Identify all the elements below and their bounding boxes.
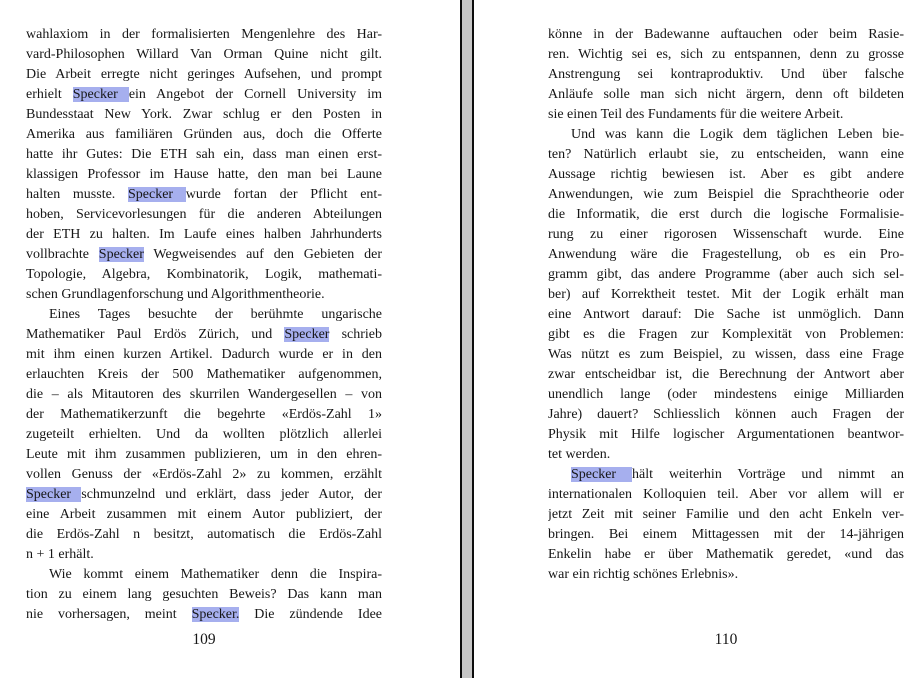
- text-segment: war ein richtig schönes Erlebnis».: [548, 567, 739, 582]
- text-segment: erhielt: [26, 87, 73, 102]
- text-line: [548, 85, 904, 105]
- text-segment: erlauchten Kreis der 500 Mathematiker aufgenommen,: [26, 367, 382, 382]
- text-segment: rung zu einer rigorosen Wissenschaft wurde. Eine: [548, 227, 904, 242]
- text-segment: Anwendungen, wie zum Beispiel die Sprachtheorie oder: [548, 187, 904, 202]
- text-segment: gibt es die Fragen zur Komplexität von Problemen:: [548, 327, 904, 342]
- text-segment: Amerika aus familiären Gründen aus, doch die Offerte: [26, 127, 382, 142]
- text-segment: ber) auf Korrektheit testet. Mit der Logik erhält man: [548, 287, 904, 302]
- text-segment: vard-Philosophen Willard Van Orman Quine nicht gilt.: [26, 47, 382, 62]
- text-segment: n + 1 erhält.: [26, 547, 94, 562]
- text-segment: mit ihm einen kurzen Artikel. Dadurch wurde er in den: [26, 347, 382, 362]
- text-segment: Topologie, Algebra, Kombinatorik, Logik, mathemati-: [26, 267, 382, 282]
- text-line: [548, 205, 904, 225]
- search-highlight: Specker: [26, 487, 82, 502]
- text-segment: hatte ihr Gutes: Die ETH sah ein, dass man einen erst-: [26, 147, 382, 162]
- text-segment: Aussage richtig bewiesen ist. Aber es gibt andere: [548, 167, 904, 182]
- text-line: [548, 145, 904, 165]
- text-segment: schen Grundlagenforschung und Algorithmentheorie.: [26, 287, 325, 302]
- text-segment: Wegweisendes auf den Gebieten der: [143, 247, 382, 262]
- text-segment: ren. Wichtig sei es, sich zu entspannen, denn zu grosse: [548, 47, 904, 62]
- text-line: [548, 185, 904, 205]
- text-segment: internationalen Kolloquien teil. Aber vor allem will er: [548, 487, 904, 502]
- text-segment: Die Arbeit erregte nicht geringes Aufsehen, und prompt: [26, 67, 382, 82]
- text-segment: Anläufe solle man sich nicht ärgern, denn oft bildeten: [548, 87, 904, 102]
- text-line: [548, 565, 904, 585]
- text-segment: hält weiterhin Vorträge und nimmt an: [632, 467, 904, 482]
- text-segment: klassigen Professor im Hause hatte, den man bei Laune: [26, 167, 382, 182]
- page-number-left: 109: [192, 631, 216, 648]
- text-segment: der Mathematikerzunft die begehrte «Erdös-Zahl 1»: [26, 407, 382, 422]
- text-segment: sie einen Teil des Fundaments für die weitere Arbeit.: [548, 107, 844, 122]
- text-segment: die Informatik, die erst durch die logische Formalisie-: [548, 207, 904, 222]
- text-line: [548, 405, 904, 425]
- text-line: [548, 445, 904, 465]
- text-line: [548, 545, 904, 565]
- text-segment: Jahre) dauert? Schliesslich können auch Fragen der: [548, 407, 904, 422]
- text-segment: schrieb: [329, 327, 382, 342]
- text-line: [548, 165, 904, 185]
- search-highlight: Specker: [72, 87, 129, 102]
- text-segment: eine Arbeit zusammen mit einem Autor publiziert, der: [26, 507, 382, 522]
- search-highlight: Specker: [98, 247, 144, 262]
- text-line: [548, 525, 904, 545]
- text-line: [548, 505, 904, 525]
- text-segment: zwar entscheidbar ist, die Berechnung der Antwort aber: [548, 367, 904, 382]
- text-segment: nie vorhersagen, meint: [26, 607, 192, 622]
- text-segment: gramm gibt, das andere Programme (aber auch sich sel-: [548, 267, 904, 282]
- text-segment: wurde fortan der Pflicht ent-: [185, 187, 382, 202]
- text-line: [548, 425, 904, 445]
- text-segment: ein Angebot der Cornell University im: [128, 87, 382, 102]
- text-line: [548, 285, 904, 305]
- text-segment: Bundesstaat New York. Zwar schlug er den Posten in: [26, 107, 382, 122]
- text-line: [548, 385, 904, 405]
- text-segment: bringen. Bei einem Mittagessen mit der 14-jährigen: [548, 527, 904, 542]
- text-segment: könne in der Badewanne auftauchen oder beim Rasie-: [548, 27, 904, 42]
- text-segment: der ETH zu halten. Im Laufe eines halben Jahrhunderts: [26, 227, 382, 242]
- text-segment: Wie kommt einem Mathematiker denn die Inspira-: [49, 567, 382, 582]
- text-segment: Physik mit Hilfe logischer Argumentationen beantwor-: [548, 427, 904, 442]
- text-segment: Was nützt es zum Beispiel, zu wissen, dass eine Frage: [548, 347, 904, 362]
- text-segment: eine Antwort darauf: Die Sache ist unmöglich. Dann: [548, 307, 904, 322]
- text-line: [548, 45, 904, 65]
- text-line: [548, 265, 904, 285]
- text-segment: vollen Genuss der «Erdös-Zahl 2» zu kommen, erzählt: [26, 467, 382, 482]
- page-number-right: 110: [714, 631, 738, 648]
- text-line: [548, 485, 904, 505]
- search-highlight: Specker: [284, 327, 330, 342]
- text-line: [548, 65, 904, 85]
- text-line: [548, 125, 904, 145]
- text-segment: Mathematiker Paul Erdös Zürich, und: [26, 327, 285, 342]
- text-segment: vollbrachte: [26, 247, 99, 262]
- text-segment: jetzt Zeit mit seiner Familie und den acht Enkeln ver-: [548, 507, 904, 522]
- text-segment: zugeteilt erhielten. Und da wollten plötzlich allerlei: [26, 427, 382, 442]
- text-segment: tet werden.: [548, 447, 611, 462]
- text-line: [548, 465, 904, 485]
- search-highlight: Specker: [571, 467, 633, 482]
- text-line: [548, 25, 904, 45]
- page-right-text-column: [548, 25, 904, 585]
- text-segment: die – als Mitautoren des skurrilen Wandergesellen – von: [26, 387, 382, 402]
- text-line: [548, 325, 904, 345]
- text-segment: halten musste.: [26, 187, 128, 202]
- text-line: [548, 365, 904, 385]
- text-segment: unendlich lange (oder mindestens einige Milliarden: [548, 387, 904, 402]
- text-segment: Die zündende Idee: [239, 607, 382, 622]
- text-segment: die Erdös-Zahl n besitzt, automatisch die Erdös-Zahl: [26, 527, 382, 542]
- text-segment: Anstrengung sei kontraproduktiv. Und über falsche: [548, 67, 904, 82]
- search-highlight: Specker.: [191, 607, 240, 622]
- text-segment: ten? Natürlich erlaubt sie, zu entscheiden, wann eine: [548, 147, 904, 162]
- text-segment: Leute mit ihm zusammen publizieren, um in den ehren-: [26, 447, 382, 462]
- text-segment: tion zu einem lang gesuchten Beweis? Das kann man: [26, 587, 382, 602]
- search-highlight: Specker: [128, 187, 186, 202]
- text-segment: Anwendung wäre die Fragestellung, ob es ein Pro-: [548, 247, 904, 262]
- text-segment: Eines Tages besuchte der berühmte ungarische: [49, 307, 382, 322]
- text-line: [548, 305, 904, 325]
- text-line: [548, 225, 904, 245]
- text-segment: wahlaxiom in der formalisierten Mengenlehre des Har-: [26, 27, 382, 42]
- text-line: [548, 245, 904, 265]
- text-line: [548, 345, 904, 365]
- text-line: [548, 105, 904, 125]
- text-segment: schmunzelnd und erklärt, dass jeder Autor, der: [81, 487, 382, 502]
- text-segment: Enkelin habe er über Mathematik geredet, «und das: [548, 547, 904, 562]
- text-segment: hoben, Servicevorlesungen für die anderen Abteilungen: [26, 207, 382, 222]
- text-segment: Und was kann die Logik dem täglichen Leben bie-: [571, 127, 904, 142]
